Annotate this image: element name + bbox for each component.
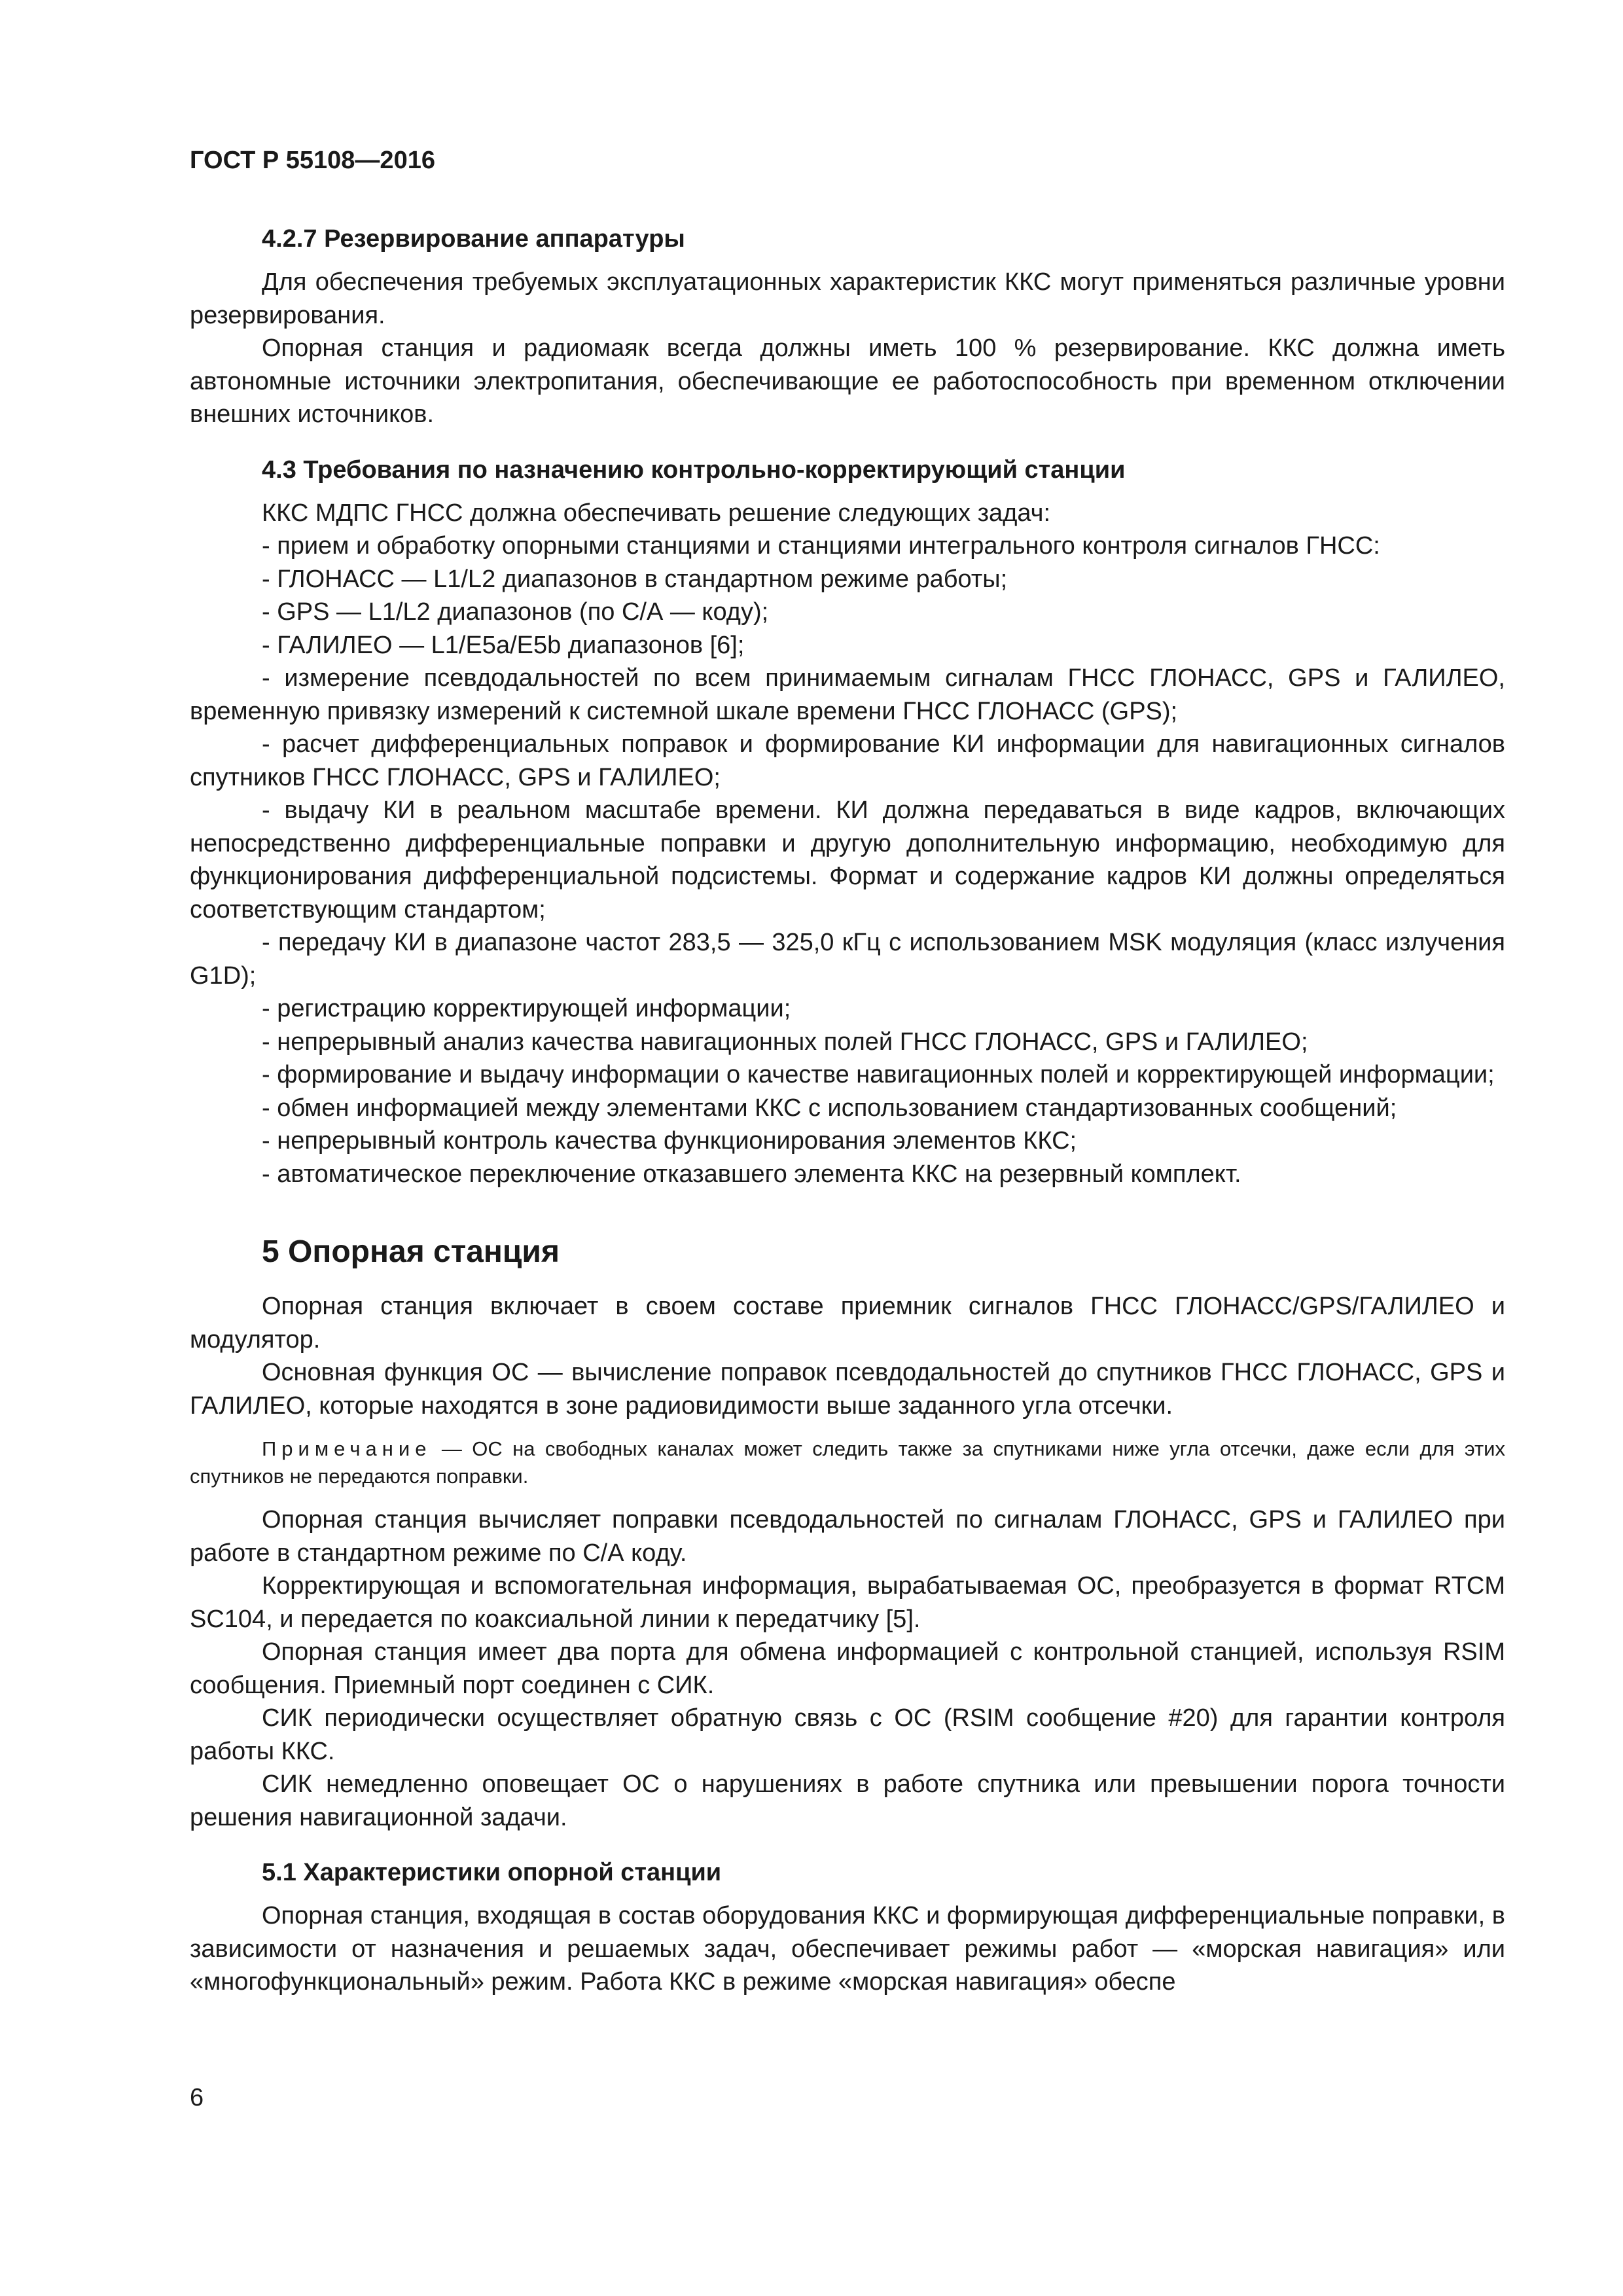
list-item: - формирование и выдачу информации о качестве навигационных полей и корректирующей информации; [262,1061,1495,1088]
section-4-2-7-title: 4.2.7 Резервирование аппаратуры [262,225,685,253]
section-5-1 [190,1856,1505,1999]
list-item: - ГАЛИЛЕО — L1/E5a/E5b диапазонов [6]; [262,631,745,659]
list-item: - регистрацию корректирующей информации; [262,995,791,1022]
paragraph: Опорная станция имеет два порта для обмена информацией с контрольной станцией, используя RSIM сообщения. Приемный порт соединен с СИК. [190,1638,1505,1699]
section-4-3-title: 4.3 Требования по назначению контрольно-корректирующий станции [262,456,1126,484]
paragraph: СИК периодически осуществляет обратную связь с ОС (RSIM сообщение #20) для гарантии контроля работы ККС. [190,1704,1505,1765]
list-item: - передачу КИ в диапазоне частот 283,5 — 325,0 кГц с использованием MSK модуляция (класс излучения G1D); [190,929,1505,990]
document-code-header: ГОСТ Р 55108—2016 [190,147,435,174]
section-5-title: 5 Опорная станция [262,1234,560,1269]
paragraph: СИК немедленно оповещает ОС о нарушениях в работе спутника или превышении порога точности решения навигационной задачи. [190,1770,1505,1831]
list-item: - расчет дифференциальных поправок и формирование КИ информации для навигационных сигналов спутников ГНСС ГЛОНАСС, GPS и ГАЛИЛЕО; [190,730,1505,791]
paragraph: Корректирующая и вспомогательная информация, вырабатываемая ОС, преобразуется в формат RTCM SC104, и передается по коаксиальной линии к передатчику [5]. [190,1572,1505,1633]
document-page [190,144,1505,2021]
section-5 [190,1231,1505,1834]
note-label: Примечание [262,1437,432,1460]
paragraph: Опорная станция вычисляет поправки псевдодальностей по сигналам ГЛОНАСС, GPS и ГАЛИЛЕО при работе в стандартном режиме по С/А коду. [190,1506,1505,1567]
paragraph: Опорная станция включает в своем составе приемник сигналов ГНСС ГЛОНАСС/GPS/ГАЛИЛЕО и модулятор. [190,1293,1505,1354]
note [190,1435,1505,1490]
section-4-3 [190,454,1505,1191]
page-number: 6 [190,2084,204,2111]
note-text: — ОС на свободных каналах может следить также за спутниками ниже угла отсечки, даже если для этих спутников не передаются поправки. [190,1437,1505,1488]
section-4-3-intro: ККС МДПС ГНСС должна обеспечивать решение следующих задач: [262,499,1051,527]
paragraph: Для обеспечения требуемых эксплуатационных характеристик ККС могут применяться различные уровни резервирования. [190,268,1505,329]
list-item: - прием и обработку опорными станциями и станциями интегрального контроля сигналов ГНСС: [262,532,1380,560]
list-item: - выдачу КИ в реальном масштабе времени. КИ должна передаваться в виде кадров, включающих непосредственно дифференциальные поправки и другую дополнительную информацию, необходимую для функционирования дифференциальной подсистемы. Формат и содержание кадров КИ должны определяться соответствующим стандартом; [190,797,1505,924]
task-list [190,529,1505,1191]
paragraph: Основная функция ОС — вычисление поправок псевдодальностей до спутников ГНСС ГЛОНАСС, GPS и ГАЛИЛЕО, которые находятся в зоне радиовидимости выше заданного угла отсечки. [190,1359,1505,1420]
paragraph: Опорная станция и радиомаяк всегда должны иметь 100 % резервирование. ККС должна иметь автономные источники электропитания, обеспечивающие ее работоспособность при временном отключении внешних источников. [190,334,1505,428]
list-item: - измерение псевдодальностей по всем принимаемым сигналам ГНСС ГЛОНАСС, GPS и ГАЛИЛЕО, временную привязку измерений к системной шкале времени ГНСС ГЛОНАСС (GPS); [190,664,1505,725]
list-item: - непрерывный контроль качества функционирования элементов ККС; [262,1127,1077,1155]
list-item: - GPS — L1/L2 диапазонов (по С/А — коду); [262,598,769,626]
list-item: - ГЛОНАСС — L1/L2 диапазонов в стандартном режиме работы; [262,565,1008,593]
section-5-1-title: 5.1 Характеристики опорной станции [262,1859,722,1886]
list-item: - непрерывный анализ качества навигационных полей ГНСС ГЛОНАСС, GPS и ГАЛИЛЕО; [262,1028,1308,1056]
list-item: - обмен информацией между элементами ККС с использованием стандартизованных сообщений; [262,1094,1397,1122]
list-item: - автоматическое переключение отказавшего элемента ККС на резервный комплект. [262,1160,1241,1188]
paragraph: Опорная станция, входящая в состав оборудования ККС и формирующая дифференциальные поправки, в зависимости от назначения и решаемых задач, обеспечивает режимы работ — «морская навигация» или «многофункциональный» режим. Работа ККС в режиме «морская навигация» обеспе [190,1902,1505,1996]
section-4-2-7 [190,223,1505,431]
